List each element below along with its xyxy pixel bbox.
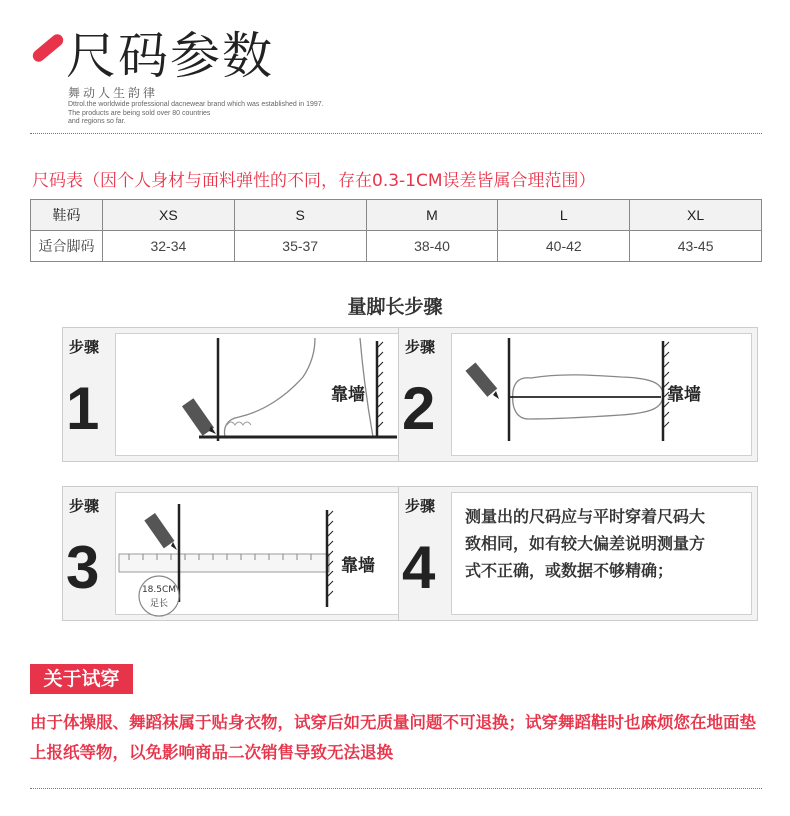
try-on-badge: 关于试穿 bbox=[30, 664, 133, 694]
brand-slogan: 舞动人生韵律 bbox=[68, 86, 159, 100]
row-header: 鞋码 bbox=[31, 200, 103, 231]
wall-label: 靠墙 bbox=[331, 385, 365, 405]
step-4-panel bbox=[398, 486, 758, 621]
foot-top-illustration bbox=[451, 333, 754, 458]
fit-cell: 40-42 bbox=[498, 231, 630, 262]
measurement-label: 足长 bbox=[149, 599, 168, 609]
foot-side-illustration bbox=[115, 333, 418, 458]
table-row bbox=[31, 200, 762, 231]
size-table-caption: 尺码表（因个人身材与面料弹性的不同，存在0.3-1CM误差皆属合理范围） bbox=[32, 171, 596, 191]
page-title: 尺码参数 bbox=[66, 27, 274, 85]
step-label: 步骤 bbox=[69, 338, 100, 356]
fit-cell: 43-45 bbox=[630, 231, 762, 262]
measurement-callout bbox=[137, 583, 181, 611]
step-2-panel bbox=[398, 327, 758, 462]
fit-cell: 32-34 bbox=[103, 231, 235, 262]
size-cell: L bbox=[498, 200, 630, 231]
step-1-panel bbox=[62, 327, 422, 462]
tagline-line: Dttrol.the worldwide professional dacnewear brand which was established in 1997. bbox=[68, 101, 324, 108]
steps-title: 量脚长步骤 bbox=[347, 296, 443, 318]
accent-slash bbox=[30, 32, 65, 64]
step-instruction: 测量出的尺码应与平时穿着尺码大致相同，如有较大偏差说明测量方式不正确，或数据不够精确； bbox=[465, 507, 706, 580]
size-table bbox=[30, 199, 762, 262]
fit-cell: 38-40 bbox=[366, 231, 498, 262]
step-number: 1 bbox=[66, 375, 100, 442]
step-label: 步骤 bbox=[405, 338, 436, 356]
brand-tagline bbox=[68, 101, 428, 127]
size-cell: XS bbox=[103, 200, 235, 231]
pencil-icon bbox=[465, 362, 499, 399]
pencil-icon bbox=[144, 513, 177, 550]
page-header bbox=[0, 0, 790, 140]
step-label: 步骤 bbox=[405, 497, 436, 515]
divider bbox=[30, 788, 762, 789]
table-row bbox=[31, 231, 762, 262]
divider bbox=[30, 133, 762, 134]
size-cell: XL bbox=[630, 200, 762, 231]
tagline-line: The products are being sold over 80 countries bbox=[68, 109, 211, 117]
wall-label: 靠墙 bbox=[667, 385, 701, 405]
wall-label: 靠墙 bbox=[341, 556, 375, 576]
fit-cell: 35-37 bbox=[234, 231, 366, 262]
try-on-notice: 由于体操服、舞蹈袜属于贴身衣物，试穿后如无质量问题不可退换；试穿舞蹈鞋时也麻烦您在地面垫上报纸等物，以免影响商品二次销售导致无法退换 bbox=[30, 713, 756, 762]
row-header: 适合脚码 bbox=[31, 231, 103, 262]
size-cell: S bbox=[234, 200, 366, 231]
step-number: 4 bbox=[402, 534, 436, 601]
size-cell: M bbox=[366, 200, 498, 231]
tagline-line: and regions so far. bbox=[68, 118, 126, 125]
step-label: 步骤 bbox=[69, 497, 100, 515]
measurement-value: 18.5CM bbox=[141, 585, 177, 595]
pencil-icon bbox=[182, 398, 216, 436]
step-3-panel bbox=[62, 486, 422, 621]
step-number: 2 bbox=[402, 375, 436, 442]
step-number: 3 bbox=[66, 534, 100, 601]
